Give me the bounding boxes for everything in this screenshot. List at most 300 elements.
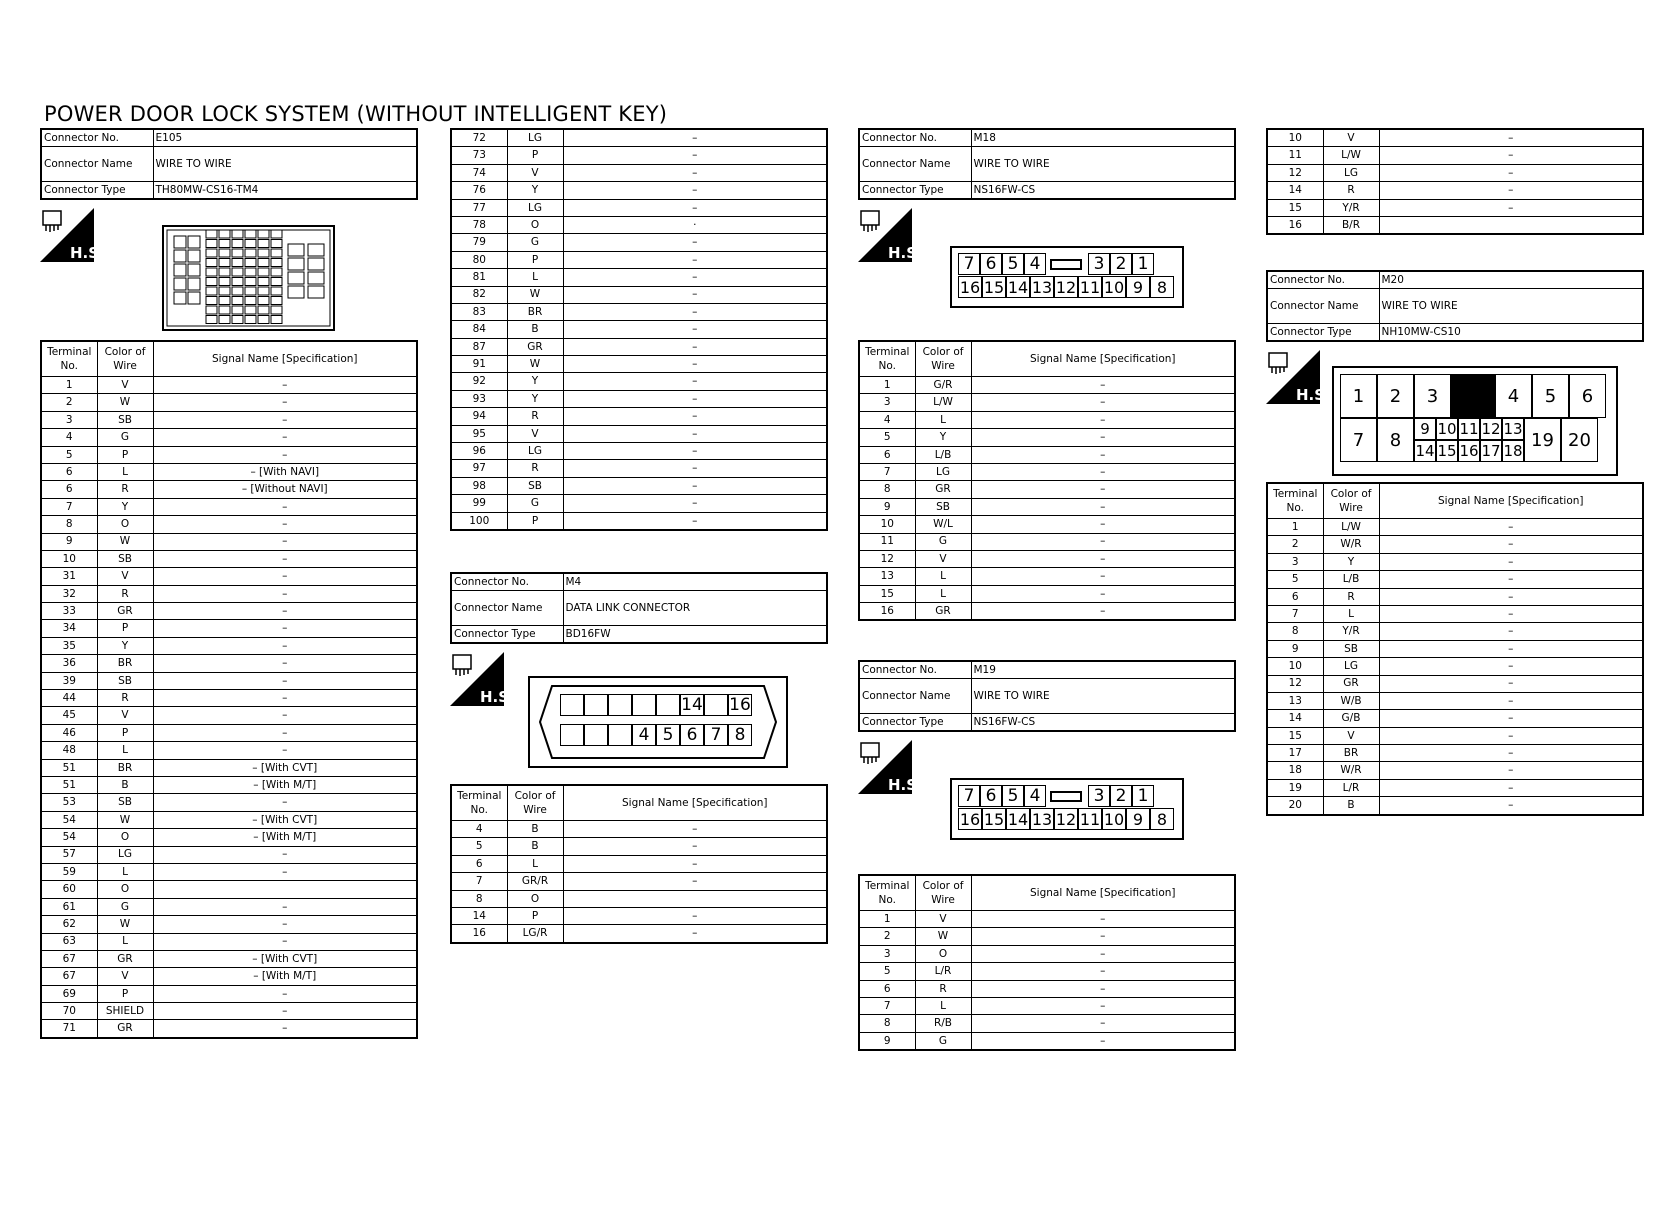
header-terminal-no: Terminal No. xyxy=(859,341,915,377)
wire-color-cell: Y xyxy=(507,373,563,390)
value-connector-no: E105 xyxy=(153,129,417,147)
table-row xyxy=(1267,553,1643,570)
terminal-no-cell: 57 xyxy=(41,846,97,863)
wire-color-cell: Y xyxy=(507,182,563,199)
wire-color-cell: W/L xyxy=(915,516,971,533)
signal-name-cell: – xyxy=(153,933,417,950)
signal-name-cell: – xyxy=(153,916,417,933)
terminal-no-cell: 8 xyxy=(41,516,97,533)
signal-name-cell: – xyxy=(563,873,827,890)
wire-color-cell: L xyxy=(507,269,563,286)
connector-pin: 17 xyxy=(1481,442,1501,460)
signal-name-cell xyxy=(153,881,417,898)
signal-name-cell: – xyxy=(153,568,417,585)
table-row xyxy=(451,182,827,199)
terminal-no-cell: 46 xyxy=(41,724,97,741)
wire-color-cell: V xyxy=(97,377,153,394)
table-row xyxy=(859,911,1235,928)
connector-pin: 11 xyxy=(1079,277,1101,297)
connector-face-m4 xyxy=(528,676,788,768)
terminal-no-cell: 6 xyxy=(1267,588,1323,605)
table-row xyxy=(41,516,417,533)
wire-color-cell: O xyxy=(97,829,153,846)
label-connector-no: Connector No. xyxy=(41,129,153,147)
table-row xyxy=(41,603,417,620)
label-connector-name: Connector Name xyxy=(859,679,971,714)
label-connector-name: Connector Name xyxy=(1267,289,1379,324)
signal-name-cell: – xyxy=(563,821,827,838)
terminal-no-cell: 15 xyxy=(859,585,915,602)
terminal-no-cell: 2 xyxy=(41,394,97,411)
table-row xyxy=(451,890,827,907)
terminal-no-cell: 79 xyxy=(451,234,507,251)
signal-name-cell: – xyxy=(971,911,1235,928)
terminal-no-cell: 2 xyxy=(859,928,915,945)
signal-name-cell: – xyxy=(971,963,1235,980)
terminal-no-cell: 77 xyxy=(451,199,507,216)
connector-latch xyxy=(1050,259,1082,270)
signal-name-cell: – xyxy=(1379,571,1643,588)
connector-pin xyxy=(656,694,680,716)
terminal-table-m19-b xyxy=(1266,128,1644,235)
terminal-no-cell: 91 xyxy=(451,356,507,373)
terminal-table-e105-a xyxy=(40,340,418,1039)
table-row xyxy=(451,873,827,890)
wire-color-cell: R xyxy=(1323,182,1379,199)
signal-name-cell: – xyxy=(1379,129,1643,147)
table-row xyxy=(1267,710,1643,727)
signal-name-cell: – xyxy=(1379,640,1643,657)
wire-color-cell: Y xyxy=(507,390,563,407)
signal-name-cell: – xyxy=(971,1032,1235,1050)
terminal-no-cell: 11 xyxy=(859,533,915,550)
terminal-no-cell: 12 xyxy=(1267,675,1323,692)
table-row xyxy=(451,251,827,268)
terminal-no-cell: 15 xyxy=(1267,727,1323,744)
signal-name-cell: – xyxy=(153,550,417,567)
connector-info-m19 xyxy=(858,660,1236,732)
terminal-no-cell: 34 xyxy=(41,620,97,637)
connector-pin xyxy=(584,694,608,716)
wire-color-cell: LG/R xyxy=(507,925,563,943)
wire-color-cell: R xyxy=(1323,588,1379,605)
signal-name-cell: – xyxy=(153,672,417,689)
terminal-no-cell: 61 xyxy=(41,898,97,915)
wire-color-cell: SB xyxy=(915,498,971,515)
connector-info-m4 xyxy=(450,572,828,644)
connector-pin: 5 xyxy=(1532,374,1569,418)
hs-label: H.S. xyxy=(888,244,923,262)
table-row xyxy=(859,411,1235,428)
value-connector-no: M18 xyxy=(971,129,1235,147)
label-connector-type: Connector Type xyxy=(1267,324,1379,342)
table-row xyxy=(859,585,1235,602)
terminal-no-cell: 6 xyxy=(41,463,97,480)
signal-name-cell: – xyxy=(153,585,417,602)
signal-name-cell: – xyxy=(971,394,1235,411)
table-row xyxy=(1267,762,1643,779)
table-row xyxy=(41,811,417,828)
header-terminal-no: Terminal No. xyxy=(451,785,507,821)
wire-color-cell: R xyxy=(97,585,153,602)
wire-color-cell: L/B xyxy=(915,446,971,463)
terminal-table-m4 xyxy=(450,784,828,944)
table-row xyxy=(859,533,1235,550)
signal-name-cell: – xyxy=(563,286,827,303)
label-connector-no: Connector No. xyxy=(859,661,971,679)
header-signal-name: Signal Name [Specification] xyxy=(153,341,417,377)
connector-pin xyxy=(632,694,656,716)
signal-name-cell: – xyxy=(153,898,417,915)
terminal-no-cell: 19 xyxy=(1267,779,1323,796)
signal-name-cell: – xyxy=(971,498,1235,515)
terminal-no-cell: 76 xyxy=(451,182,507,199)
wire-color-cell: Y xyxy=(97,637,153,654)
signal-name-cell: – xyxy=(971,928,1235,945)
table-row xyxy=(451,925,827,943)
table-row xyxy=(859,446,1235,463)
terminal-no-cell: 81 xyxy=(451,269,507,286)
terminal-no-cell: 32 xyxy=(41,585,97,602)
terminal-no-cell: 94 xyxy=(451,408,507,425)
wire-color-cell: BR xyxy=(97,759,153,776)
wire-color-cell: BR xyxy=(507,303,563,320)
terminal-no-cell: 7 xyxy=(859,997,915,1014)
signal-name-cell: – xyxy=(971,980,1235,997)
table-row xyxy=(451,199,827,216)
table-row xyxy=(451,838,827,855)
signal-name-cell: – xyxy=(971,585,1235,602)
value-connector-no: M20 xyxy=(1379,271,1643,289)
terminal-no-cell: 92 xyxy=(451,373,507,390)
wire-color-cell: Y/R xyxy=(1323,623,1379,640)
table-row xyxy=(1267,658,1643,675)
connector-pin: 10 xyxy=(1103,277,1125,297)
connector-pin: 18 xyxy=(1503,442,1523,460)
terminal-no-cell: 10 xyxy=(1267,658,1323,675)
connector-pin xyxy=(560,694,584,716)
terminal-no-cell: 10 xyxy=(859,516,915,533)
connector-pin: 12 xyxy=(1055,809,1077,829)
wire-color-cell: L xyxy=(915,585,971,602)
table-row xyxy=(1267,605,1643,622)
table-row xyxy=(1267,199,1643,216)
table-row xyxy=(451,164,827,181)
signal-name-cell: – xyxy=(153,1003,417,1020)
signal-name-cell: – xyxy=(563,182,827,199)
table-row xyxy=(41,933,417,950)
wire-color-cell: SB xyxy=(507,477,563,494)
signal-name-cell: – xyxy=(153,1020,417,1038)
terminal-no-cell: 60 xyxy=(41,881,97,898)
connector-pin: 14 xyxy=(1007,809,1029,829)
table-row xyxy=(1267,623,1643,640)
wire-color-cell: V xyxy=(97,968,153,985)
table-row xyxy=(1267,182,1643,199)
table-row xyxy=(41,498,417,515)
terminal-no-cell: 8 xyxy=(1267,623,1323,640)
signal-name-cell: – xyxy=(1379,182,1643,199)
signal-name-cell: – xyxy=(563,303,827,320)
terminal-no-cell: 72 xyxy=(451,129,507,147)
header-color-of-wire: Color of Wire xyxy=(915,341,971,377)
wire-color-cell: B xyxy=(507,821,563,838)
signal-name-cell: – xyxy=(153,498,417,515)
table-row xyxy=(41,759,417,776)
table-row xyxy=(451,338,827,355)
terminal-no-cell: 3 xyxy=(859,394,915,411)
table-row xyxy=(1267,745,1643,762)
signal-name-cell: – xyxy=(563,925,827,943)
signal-name-cell: – xyxy=(1379,745,1643,762)
terminal-table-m19-a xyxy=(858,874,1236,1051)
wire-color-cell: G/R xyxy=(915,377,971,394)
table-row xyxy=(859,550,1235,567)
terminal-no-cell: 14 xyxy=(1267,182,1323,199)
connector-pin: 19 xyxy=(1524,418,1561,462)
wire-color-cell: GR xyxy=(1323,675,1379,692)
terminal-no-cell: 54 xyxy=(41,829,97,846)
connector-pin: 9 xyxy=(1414,418,1436,440)
wire-color-cell: GR xyxy=(915,481,971,498)
table-row xyxy=(859,928,1235,945)
signal-name-cell: – xyxy=(153,985,417,1002)
signal-name-cell: – xyxy=(563,838,827,855)
wire-color-cell: W xyxy=(507,356,563,373)
hs-label: H.S. xyxy=(888,776,923,794)
signal-name-cell: – xyxy=(1379,605,1643,622)
connector-pin: 15 xyxy=(983,277,1005,297)
terminal-no-cell: 67 xyxy=(41,968,97,985)
terminal-no-cell: 6 xyxy=(451,855,507,872)
terminal-no-cell: 18 xyxy=(1267,762,1323,779)
terminal-no-cell: 3 xyxy=(41,411,97,428)
signal-name-cell: – xyxy=(971,411,1235,428)
table-row xyxy=(41,863,417,880)
connector-pin xyxy=(584,724,608,746)
signal-name-cell: – xyxy=(153,446,417,463)
terminal-no-cell: 3 xyxy=(859,945,915,962)
connector-pin: 5 xyxy=(1002,785,1024,807)
table-row xyxy=(451,147,827,164)
wire-color-cell: R xyxy=(97,481,153,498)
table-row xyxy=(41,846,417,863)
connector-pin: 14 xyxy=(681,695,703,715)
terminal-no-cell: 9 xyxy=(41,533,97,550)
wire-color-cell: SB xyxy=(1323,640,1379,657)
terminal-no-cell: 8 xyxy=(859,1015,915,1032)
harness-side-icon xyxy=(1266,350,1331,404)
wire-color-cell: O xyxy=(507,216,563,233)
signal-name-cell: – xyxy=(153,863,417,880)
wire-color-cell: W/B xyxy=(1323,692,1379,709)
terminal-no-cell: 7 xyxy=(41,498,97,515)
connector-pin: 6 xyxy=(980,253,1002,275)
wire-color-cell: V xyxy=(97,568,153,585)
signal-name-cell: – xyxy=(971,481,1235,498)
terminal-no-cell: 100 xyxy=(451,512,507,530)
wire-color-cell: V xyxy=(507,164,563,181)
label-connector-type: Connector Type xyxy=(41,182,153,200)
signal-name-cell: – xyxy=(153,620,417,637)
table-row xyxy=(451,129,827,147)
table-row xyxy=(1267,675,1643,692)
connector-pin: 10 xyxy=(1103,809,1125,829)
signal-name-cell: – xyxy=(153,690,417,707)
terminal-no-cell: 9 xyxy=(859,498,915,515)
signal-name-cell: – xyxy=(563,251,827,268)
terminal-no-cell: 54 xyxy=(41,811,97,828)
wire-color-cell: GR xyxy=(507,338,563,355)
signal-name-cell xyxy=(563,890,827,907)
table-row xyxy=(451,512,827,530)
table-row xyxy=(41,707,417,724)
wire-color-cell: GR xyxy=(97,1020,153,1038)
signal-name-cell: – xyxy=(153,411,417,428)
wire-color-cell: L xyxy=(1323,605,1379,622)
terminal-no-cell: 80 xyxy=(451,251,507,268)
connector-pin: 7 xyxy=(958,253,980,275)
label-connector-name: Connector Name xyxy=(451,591,563,626)
connector-pin: 16 xyxy=(959,809,981,829)
terminal-no-cell: 1 xyxy=(41,377,97,394)
value-connector-name: WIRE TO WIRE xyxy=(971,679,1235,714)
connector-pin: 11 xyxy=(1079,809,1101,829)
signal-name-cell: – xyxy=(563,147,827,164)
wire-color-cell: R xyxy=(507,460,563,477)
wire-color-cell: O xyxy=(97,516,153,533)
wire-color-cell: LG xyxy=(915,463,971,480)
label-connector-type: Connector Type xyxy=(859,714,971,732)
terminal-no-cell: 98 xyxy=(451,477,507,494)
header-signal-name: Signal Name [Specification] xyxy=(971,341,1235,377)
wire-color-cell: L xyxy=(915,568,971,585)
terminal-no-cell: 5 xyxy=(859,429,915,446)
connector-pin xyxy=(704,694,728,716)
signal-name-cell: – xyxy=(971,446,1235,463)
wire-color-cell: L xyxy=(97,463,153,480)
wire-color-cell: P xyxy=(97,446,153,463)
wire-color-cell: P xyxy=(507,251,563,268)
wire-color-cell: P xyxy=(507,512,563,530)
wire-color-cell: G xyxy=(915,1032,971,1050)
connector-pin: 15 xyxy=(983,809,1005,829)
terminal-no-cell: 62 xyxy=(41,916,97,933)
table-row xyxy=(1267,536,1643,553)
connector-pin: 13 xyxy=(1031,277,1053,297)
wire-color-cell: GR xyxy=(915,603,971,621)
connector-pin: 8 xyxy=(1150,808,1174,830)
wire-color-cell: W xyxy=(97,916,153,933)
terminal-no-cell: 20 xyxy=(1267,797,1323,815)
terminal-no-cell: 78 xyxy=(451,216,507,233)
connector-pin: 6 xyxy=(980,785,1002,807)
wire-color-cell: P xyxy=(97,724,153,741)
connector-info-m20 xyxy=(1266,270,1644,342)
terminal-no-cell: 31 xyxy=(41,568,97,585)
connector-face-m18 xyxy=(950,246,1184,308)
table-row xyxy=(41,916,417,933)
connector-key xyxy=(1451,374,1495,418)
value-connector-type: BD16FW xyxy=(563,626,827,644)
table-row xyxy=(859,516,1235,533)
terminal-no-cell: 74 xyxy=(451,164,507,181)
table-row xyxy=(41,637,417,654)
table-row xyxy=(1267,727,1643,744)
table-row xyxy=(41,881,417,898)
terminal-no-cell: 11 xyxy=(1267,147,1323,164)
signal-name-cell: – xyxy=(563,390,827,407)
wire-color-cell: G xyxy=(97,898,153,915)
wire-color-cell: V xyxy=(915,911,971,928)
wire-color-cell: G/B xyxy=(1323,710,1379,727)
label-connector-no: Connector No. xyxy=(451,573,563,591)
table-row xyxy=(859,429,1235,446)
terminal-no-cell: 16 xyxy=(1267,216,1323,234)
label-connector-no: Connector No. xyxy=(859,129,971,147)
wire-color-cell: W xyxy=(97,394,153,411)
terminal-no-cell: 13 xyxy=(859,568,915,585)
wire-color-cell: R xyxy=(97,690,153,707)
table-row xyxy=(451,269,827,286)
wire-color-cell: BR xyxy=(1323,745,1379,762)
wire-color-cell: SB xyxy=(97,411,153,428)
table-row xyxy=(1267,216,1643,234)
wire-color-cell: W xyxy=(97,533,153,550)
signal-name-cell: – xyxy=(563,477,827,494)
wire-color-cell: P xyxy=(507,147,563,164)
table-row xyxy=(1267,588,1643,605)
table-row xyxy=(451,356,827,373)
terminal-table-e105-b xyxy=(450,128,828,531)
terminal-no-cell: 36 xyxy=(41,655,97,672)
signal-name-cell: – xyxy=(1379,199,1643,216)
table-row xyxy=(41,1003,417,1020)
wire-color-cell: B xyxy=(507,321,563,338)
label-connector-no: Connector No. xyxy=(1267,271,1379,289)
connector-pin: 3 xyxy=(1088,253,1110,275)
connector-pin: 14 xyxy=(1415,442,1435,460)
table-row xyxy=(1267,571,1643,588)
signal-name-cell: – xyxy=(971,463,1235,480)
connector-latch xyxy=(1050,791,1082,802)
header-terminal-no: Terminal No. xyxy=(1267,483,1323,519)
table-row xyxy=(41,446,417,463)
signal-name-cell: – xyxy=(1379,658,1643,675)
signal-name-cell: – xyxy=(153,637,417,654)
m4-outline xyxy=(530,678,786,766)
connector-pin: 16 xyxy=(729,695,751,715)
wire-color-cell: L xyxy=(915,997,971,1014)
signal-name-cell: – xyxy=(1379,710,1643,727)
wire-color-cell: W xyxy=(507,286,563,303)
table-row xyxy=(859,481,1235,498)
value-connector-name: WIRE TO WIRE xyxy=(1379,289,1643,324)
table-row xyxy=(451,408,827,425)
connector-pin: 4 xyxy=(632,724,656,746)
value-connector-type: TH80MW-CS16-TM4 xyxy=(153,182,417,200)
terminal-no-cell: 45 xyxy=(41,707,97,724)
table-row xyxy=(859,1015,1235,1032)
table-row xyxy=(41,550,417,567)
connector-pin xyxy=(608,694,632,716)
table-row xyxy=(41,898,417,915)
connector-pin: 5 xyxy=(656,724,680,746)
wire-color-cell: Y xyxy=(1323,553,1379,570)
signal-name-cell: – xyxy=(563,129,827,147)
connector-pin: 2 xyxy=(1110,253,1132,275)
wire-color-cell: V xyxy=(1323,727,1379,744)
